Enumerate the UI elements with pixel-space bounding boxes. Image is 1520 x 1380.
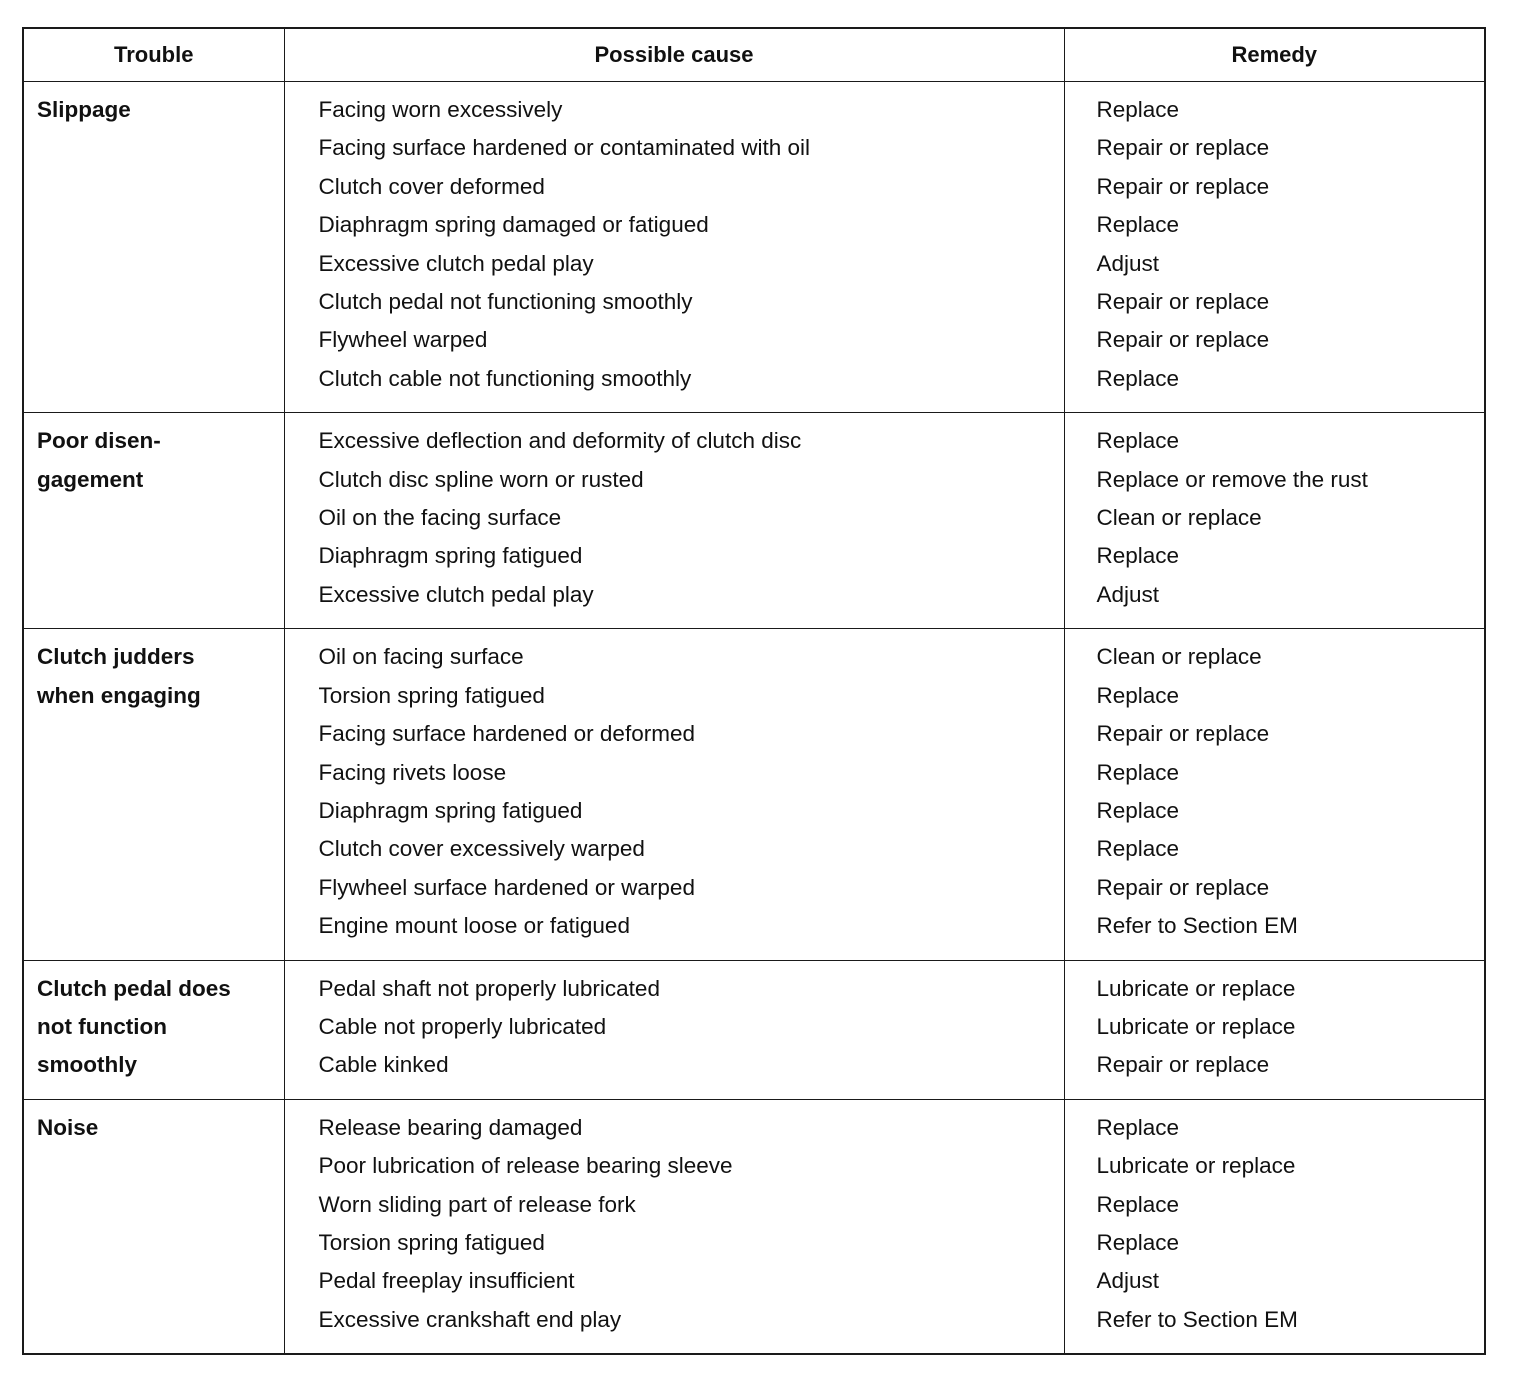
remedy-item: Repair or replace bbox=[1096, 135, 1270, 161]
remedy-item: Adjust bbox=[1096, 581, 1160, 607]
cause-item: Poor lubrication of release bearing sleeve bbox=[318, 1153, 733, 1179]
cause-item: Torsion spring fatigued bbox=[318, 1229, 545, 1255]
remedy-item: Clean or replace bbox=[1096, 644, 1262, 670]
remedy-item: Clean or replace bbox=[1096, 505, 1262, 531]
cause-item: Torsion spring fatigued bbox=[318, 682, 545, 708]
remedy-cell bbox=[1064, 413, 1485, 629]
remedy-item: Replace bbox=[1096, 97, 1180, 122]
cause-item: Clutch cover deformed bbox=[318, 173, 545, 199]
table-header-row bbox=[23, 28, 1485, 82]
remedy-item: Repair or replace bbox=[1096, 327, 1270, 353]
remedy-item: Replace bbox=[1096, 1114, 1180, 1140]
remedy-item: Refer to Section EM bbox=[1096, 913, 1298, 939]
cause-item: Facing surface hardened or deformed bbox=[318, 721, 695, 747]
trouble-label: smoothly bbox=[37, 1052, 138, 1078]
remedy-item: Replace or remove the rust bbox=[1096, 466, 1368, 492]
remedy-item: Replace bbox=[1096, 212, 1180, 238]
table-row bbox=[23, 960, 1485, 1099]
remedy-item: Replace bbox=[1096, 682, 1180, 708]
remedy-item: Replace bbox=[1096, 759, 1180, 785]
remedy-item: Adjust bbox=[1096, 250, 1160, 276]
cause-item: Excessive deflection and deformity of clutch disc bbox=[318, 428, 802, 454]
cause-item: Oil on facing surface bbox=[318, 644, 524, 670]
remedy-cell bbox=[1064, 629, 1485, 960]
cause-item: Pedal freeplay insufficient bbox=[318, 1268, 575, 1294]
remedy-item: Refer to Section EM bbox=[1096, 1306, 1298, 1332]
cause-item: Oil on the facing surface bbox=[318, 505, 562, 531]
remedy-item: Lubricate or replace bbox=[1096, 975, 1296, 1001]
remedy-item: Replace bbox=[1096, 428, 1180, 454]
trouble-label: gagement bbox=[37, 466, 144, 492]
cause-item: Cable kinked bbox=[318, 1052, 449, 1078]
remedy-item: Replace bbox=[1096, 365, 1180, 391]
troubleshooting-table-container bbox=[22, 27, 1486, 1355]
trouble-cell bbox=[23, 960, 284, 1099]
trouble-cell bbox=[23, 82, 284, 413]
trouble-label: Noise bbox=[37, 1114, 99, 1140]
remedy-item: Replace bbox=[1096, 1229, 1180, 1255]
trouble-cell bbox=[23, 413, 284, 629]
header-possible-cause: Possible cause bbox=[284, 28, 1064, 82]
cause-item: Flywheel warped bbox=[318, 327, 488, 353]
cause-item: Facing surface hardened or contaminated with oil bbox=[318, 135, 811, 161]
table-row bbox=[23, 82, 1485, 413]
possible-cause-cell bbox=[284, 82, 1064, 413]
cause-item: Worn sliding part of release fork bbox=[318, 1191, 636, 1217]
header-remedy: Remedy bbox=[1064, 28, 1485, 82]
table-row bbox=[23, 413, 1485, 629]
troubleshooting-table bbox=[22, 27, 1486, 1355]
table-row bbox=[23, 629, 1485, 960]
cause-item: Diaphragm spring damaged or fatigued bbox=[318, 212, 709, 238]
remedy-item: Replace bbox=[1096, 543, 1180, 569]
possible-cause-cell bbox=[284, 960, 1064, 1099]
cause-item: Cable not properly lubricated bbox=[318, 1013, 607, 1039]
trouble-cell bbox=[23, 629, 284, 960]
remedy-item: Repair or replace bbox=[1096, 289, 1270, 315]
remedy-item: Repair or replace bbox=[1096, 173, 1270, 199]
trouble-label: when engaging bbox=[37, 682, 201, 708]
cause-item: Facing worn excessively bbox=[318, 97, 563, 122]
cause-item: Clutch disc spline worn or rusted bbox=[318, 466, 644, 492]
cause-item: Engine mount loose or fatigued bbox=[318, 913, 630, 939]
cause-item: Clutch pedal not functioning smoothly bbox=[318, 289, 693, 315]
trouble-label: Clutch pedal does bbox=[37, 975, 231, 1001]
remedy-item: Replace bbox=[1096, 1191, 1180, 1217]
cause-item: Excessive crankshaft end play bbox=[318, 1306, 622, 1332]
table-body bbox=[23, 82, 1485, 1355]
trouble-label: not function bbox=[37, 1013, 167, 1039]
cause-item: Excessive clutch pedal play bbox=[318, 581, 594, 607]
cause-item: Clutch cover excessively warped bbox=[318, 836, 645, 862]
trouble-cell bbox=[23, 1099, 284, 1354]
possible-cause-cell bbox=[284, 413, 1064, 629]
remedy-item: Adjust bbox=[1096, 1268, 1160, 1294]
remedy-cell bbox=[1064, 960, 1485, 1099]
cause-item: Facing rivets loose bbox=[318, 759, 507, 785]
cause-item: Pedal shaft not properly lubricated bbox=[318, 975, 660, 1001]
cause-item: Flywheel surface hardened or warped bbox=[318, 874, 695, 900]
cause-item: Diaphragm spring fatigued bbox=[318, 543, 583, 569]
possible-cause-cell bbox=[284, 1099, 1064, 1354]
remedy-item: Lubricate or replace bbox=[1096, 1153, 1296, 1179]
remedy-item: Replace bbox=[1096, 797, 1180, 823]
remedy-cell bbox=[1064, 1099, 1485, 1354]
cause-item: Excessive clutch pedal play bbox=[318, 250, 594, 276]
cause-item: Release bearing damaged bbox=[318, 1114, 583, 1140]
remedy-item: Repair or replace bbox=[1096, 721, 1270, 747]
trouble-label: Slippage bbox=[37, 97, 131, 122]
table-row bbox=[23, 1099, 1485, 1354]
cause-item: Diaphragm spring fatigued bbox=[318, 797, 583, 823]
remedy-item: Lubricate or replace bbox=[1096, 1013, 1296, 1039]
possible-cause-cell bbox=[284, 629, 1064, 960]
remedy-item: Replace bbox=[1096, 836, 1180, 862]
cause-item: Clutch cable not functioning smoothly bbox=[318, 365, 692, 391]
trouble-label: Poor disen- bbox=[37, 428, 161, 454]
remedy-cell bbox=[1064, 82, 1485, 413]
trouble-label: Clutch judders bbox=[37, 644, 195, 670]
remedy-item: Repair or replace bbox=[1096, 874, 1270, 900]
remedy-item: Repair or replace bbox=[1096, 1052, 1270, 1078]
header-trouble: Trouble bbox=[23, 28, 284, 82]
